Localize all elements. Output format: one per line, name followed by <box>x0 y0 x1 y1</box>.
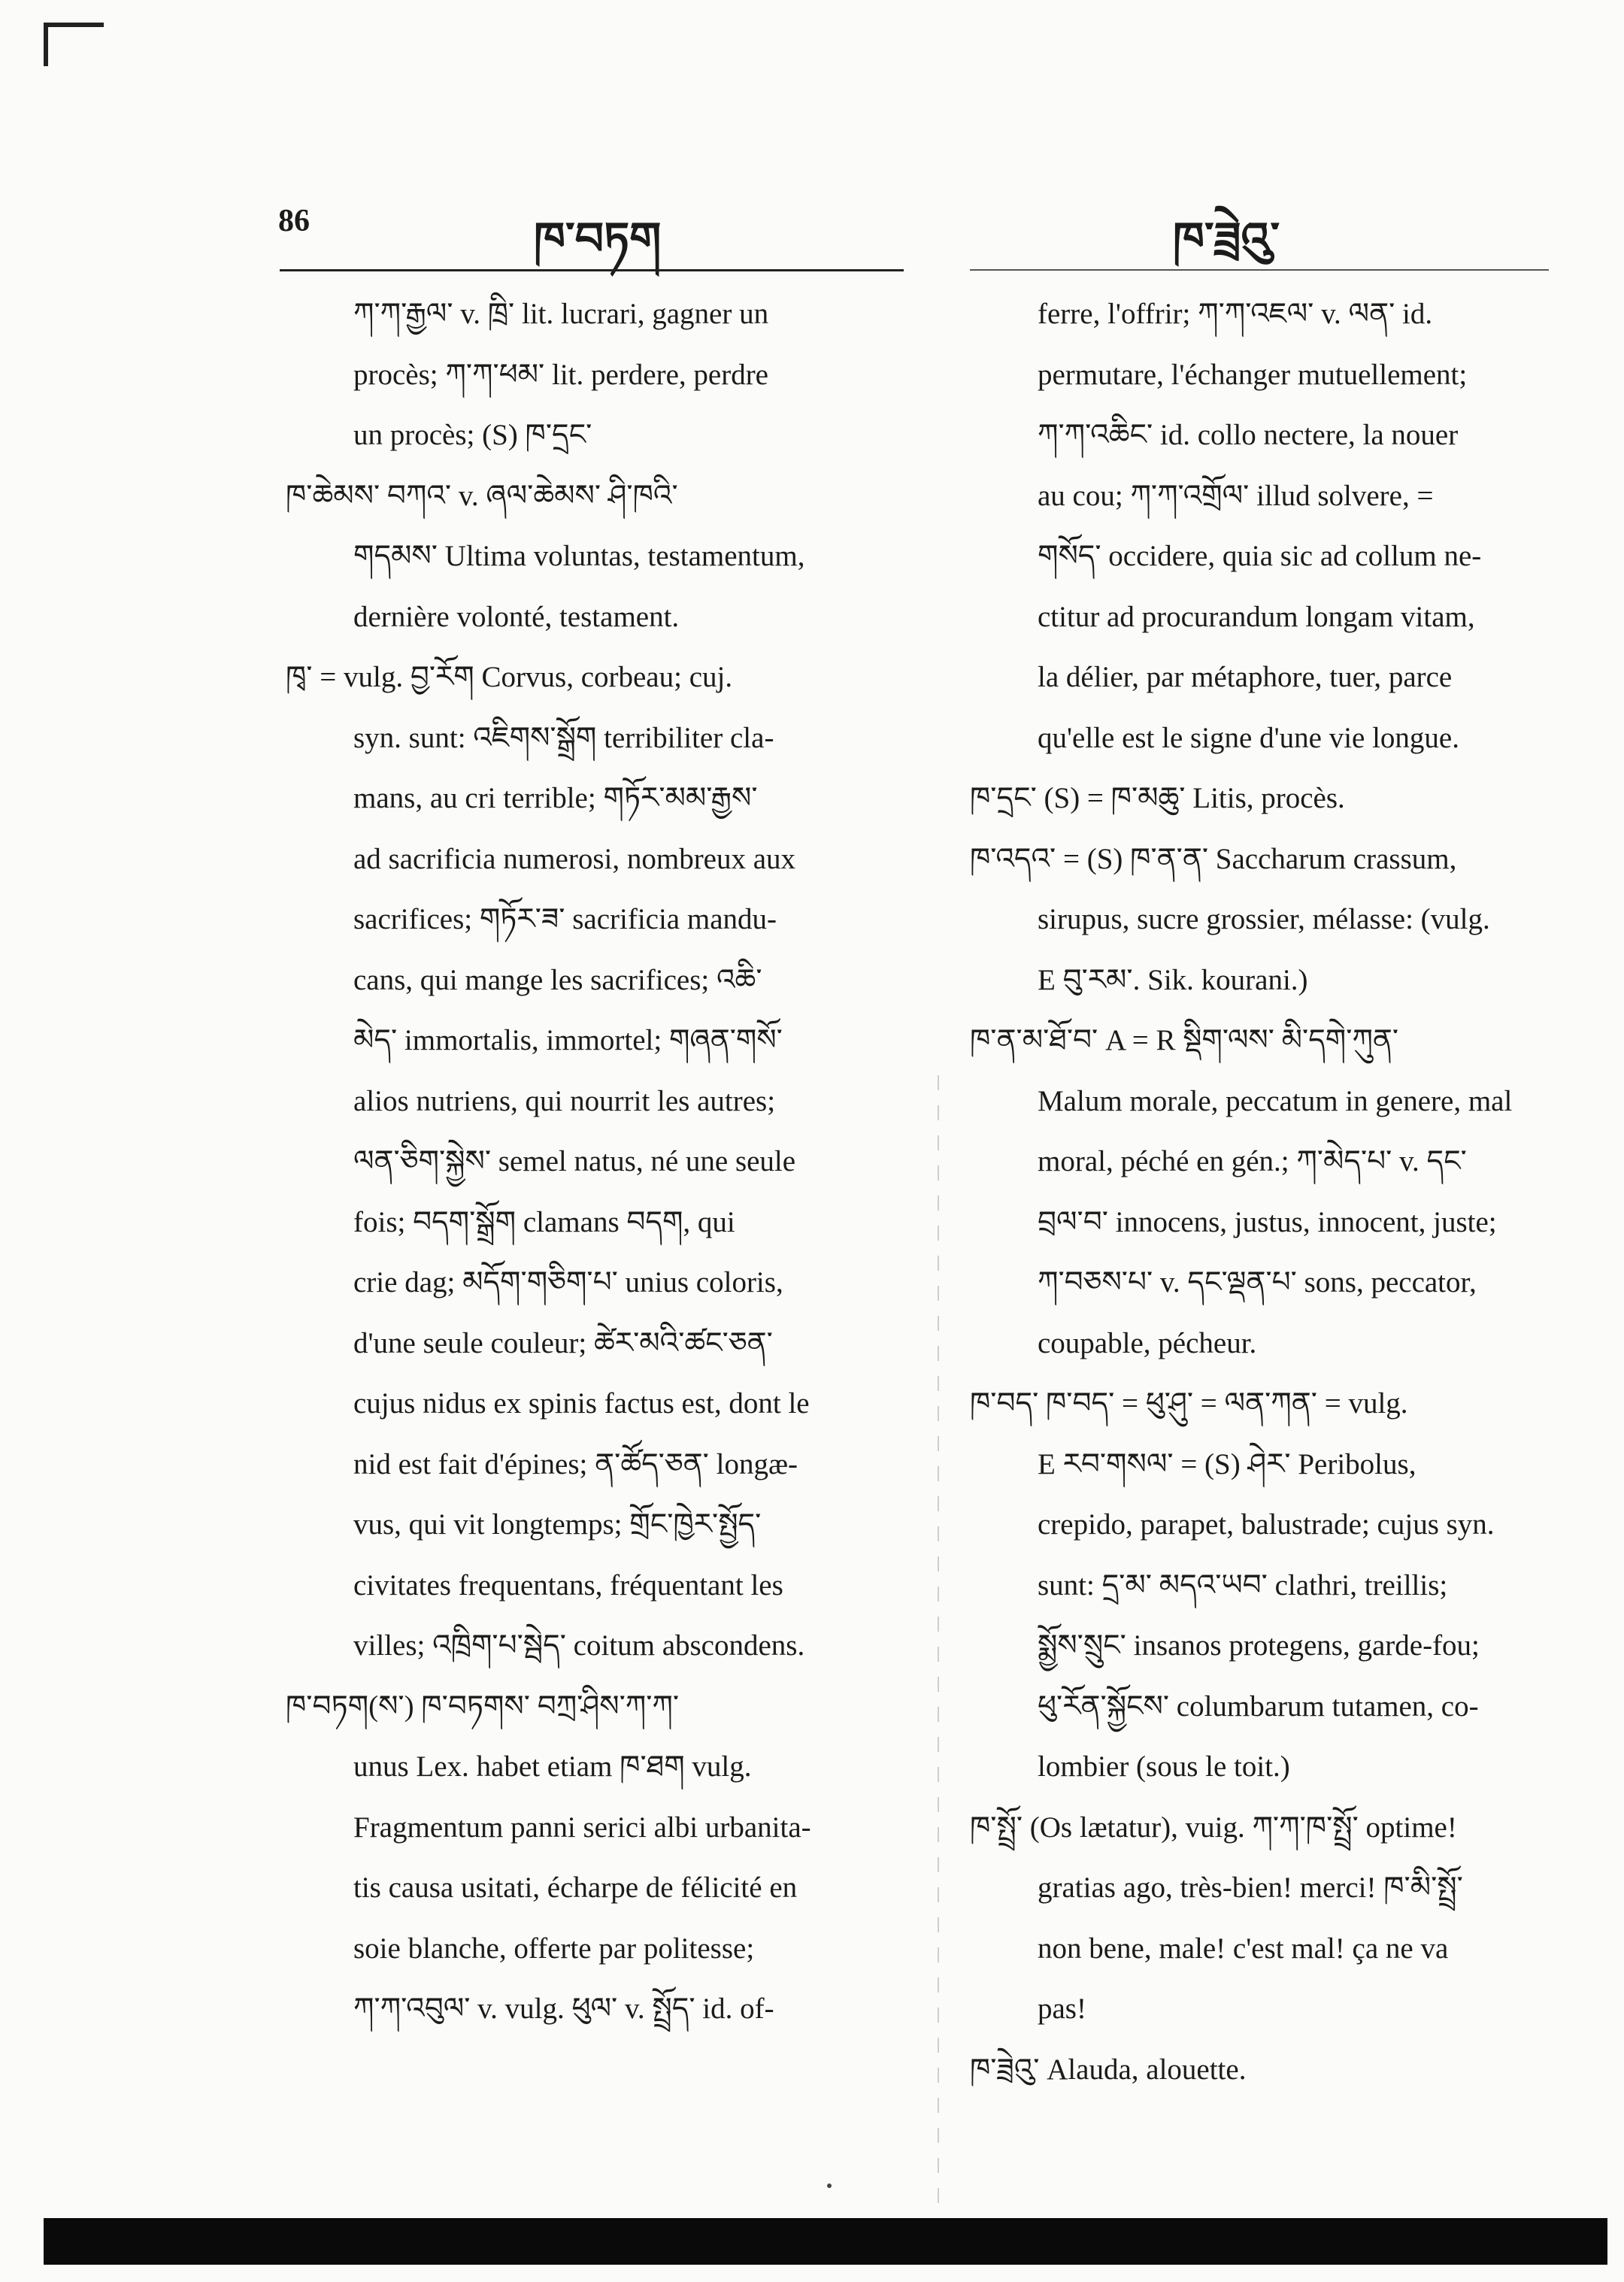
text-line: sunt: དྲ་མ་ མདའ་ཡབ་ clathri, treillis; <box>1038 1568 1448 1602</box>
text-line: au cou; ཀ་ཀ་འགྲོལ་ illud solvere, = <box>1038 479 1434 512</box>
text-line: permutare, l'échanger mutuellement; <box>1038 358 1468 391</box>
text-line: fois; བདག་སྒྲོག clamans བདག, qui <box>353 1205 735 1238</box>
text-line: ལན་ཅིག་སྐྱེས་ semel natus, né une seule <box>353 1145 796 1177</box>
text-line: vus, qui vit longtemps; གྲོང་ཁྱེར་སྤྱོད་ <box>353 1508 762 1541</box>
text-line: cans, qui mange les sacrifices; འཆི་ <box>353 963 762 996</box>
scan-bottom-bar <box>44 2218 1607 2265</box>
text-line: crepido, parapet, balustrade; cujus syn. <box>1038 1508 1495 1541</box>
text-line: la délier, par métaphore, tuer, parce <box>1038 661 1453 693</box>
text-line: non bene, male! c'est mal! ça ne va <box>1038 1932 1449 1965</box>
text-line: E བུ་རམ་. Sik. kourani.) <box>1038 963 1308 996</box>
stray-dot-mark <box>827 2184 832 2188</box>
text-line: sacrifices; གཏོར་ཟ་ sacrificia mandu- <box>353 903 777 935</box>
text-line: ཀ་ཀ་འཆིང་ id. collo nectere, la nouer <box>1038 419 1459 451</box>
dictionary-entry-headword-line: ཁ་བད་ ཁ་བད་ = ཕུ་ཤུ་ = ལན་ཀན་ = vulg. <box>970 1387 1408 1420</box>
text-line: བྲལ་བ་ innocens, justus, innocent, juste; <box>1038 1205 1497 1238</box>
text-line: alios nutriens, qui nourrit les autres; <box>353 1084 776 1117</box>
dictionary-entry-headword-line: ཁ་བཏག(ས་) ཁ་བཏགས་ བཀྲ་ཤིས་ཀ་ཀ་ <box>286 1690 680 1723</box>
text-line: ferre, l'offrir; ཀ་ཀ་འཇལ་ v. ལན་ id. <box>1038 298 1433 330</box>
text-line: ཀ་བཅས་པ་ v. དང་ལྡན་པ་ sons, peccator, <box>1038 1266 1477 1299</box>
text-line: villes; འཁྲིག་པ་སྦེད་ coitum abscondens. <box>353 1629 805 1662</box>
text-line: tis causa usitati, écharpe de félicité en <box>353 1871 798 1904</box>
text-line: ཀ་ཀ་རྒྱལ་ v. ཁྲི་ lit. lucrari, gagner un <box>353 298 769 330</box>
dictionary-entry-headword-line: ཁ་སྤྲོ་ (Os lætatur), vuig. ཀ་ཀ་ཁ་སྤྲོ་ optime! <box>970 1811 1457 1844</box>
text-line: qu'elle est le signe d'une vie longue. <box>1038 721 1459 754</box>
text-line: sirupus, sucre grossier, mélasse: (vulg. <box>1038 903 1490 935</box>
page-number: 86 <box>278 204 310 238</box>
text-line: གདམས་ Ultima voluntas, testamentum, <box>353 540 805 572</box>
dictionary-entry-headword-line: ཁ་ན་མ་ཐོ་བ་ A = R སྡིག་ལས་ མི་དགེ་ཀུན་ <box>970 1024 1399 1056</box>
text-line: mans, au cri terrible; གཏོར་མམ་རྒྱས་ <box>353 782 758 814</box>
text-line: gratias ago, très-bien! merci! ཁ་མི་སྤྲོ་ <box>1038 1871 1463 1904</box>
text-line: unus Lex. habet etiam ཁ་ཐག vulg. <box>353 1750 752 1783</box>
dictionary-entry-headword-line: ཁ་ཟྲེའུ་ Alauda, alouette. <box>970 2053 1247 2086</box>
dictionary-entry-headword-line: ཁ་འདའ་ = (S) ཁ་ན་ན་ Saccharum crassum, <box>970 842 1457 875</box>
right-running-head: ཁ་ཟྲེའུ་ <box>1173 214 1280 264</box>
text-line: ཀ་ཀ་འབུལ་ v. vulg. ཕུལ་ v. སྤྲོད་ id. of- <box>353 1993 774 2025</box>
text-line: lombier (sous le toit.) <box>1038 1750 1290 1783</box>
header-rule-left <box>280 269 904 271</box>
text-line: syn. sunt: འཇིགས་སྒྲོག terribiliter cla- <box>353 721 774 754</box>
text-line: pas! <box>1038 1993 1086 2025</box>
header-rule-right <box>970 269 1549 271</box>
text-line: un procès; (S) ཁ་དྲང་ <box>353 419 592 451</box>
text-line: procès; ཀ་ཀ་ཕམ་ lit. perdere, perdre <box>353 358 768 391</box>
text-line: cujus nidus ex spinis factus est, dont le <box>353 1387 810 1420</box>
right-column <box>970 284 1556 2100</box>
text-line: crie dag; མདོག་གཅིག་པ་ unius coloris, <box>353 1266 783 1299</box>
text-line: Malum morale, peccatum in genere, mal <box>1038 1084 1513 1117</box>
text-line: E རབ་གསལ་ = (S) ཤེར་ Peribolus, <box>1038 1447 1416 1480</box>
text-line: ad sacrificia numerosi, nombreux aux <box>353 842 796 875</box>
text-line: soie blanche, offerte par politesse; <box>353 1932 755 1965</box>
dictionary-entry-headword-line: ཁྭ་ = vulg. བྱ་རོག Corvus, corbeau; cuj. <box>286 661 733 693</box>
left-running-head: ཁ་བཏག <box>534 214 662 264</box>
text-line: dernière volonté, testament. <box>353 600 680 633</box>
text-line: སྨྱོས་སྲུང་ insanos protegens, garde-fou; <box>1038 1629 1480 1662</box>
text-line: civitates frequentans, fréquentant les <box>353 1568 783 1602</box>
dictionary-entry-headword-line: ཁ་དྲང་ (S) = ཁ་མཆུ་ Litis, procès. <box>970 782 1345 814</box>
text-line: མེད་ immortalis, immortel; གཞན་གསོ་ <box>353 1024 783 1056</box>
page-header <box>278 188 1571 264</box>
left-column <box>286 284 906 2040</box>
corner-crop-mark <box>44 23 104 66</box>
text-line: moral, péché en gén.; ཀ་མེད་པ་ v. དང་ <box>1038 1145 1467 1177</box>
dictionary-entry-headword-line: ཁ་ཆེམས་ བཀའ་ v. ཞལ་ཆེམས་ ཤི་ཁའི་ <box>286 479 678 512</box>
text-line: nid est fait d'épines; ན་ཚོད་ཅན་ longæ- <box>353 1447 798 1480</box>
text-line: ctitur ad procurandum longam vitam, <box>1038 600 1475 633</box>
column-divider <box>938 1075 939 2226</box>
text-line: coupable, pécheur. <box>1038 1326 1257 1359</box>
text-line: d'une seule couleur; ཚེར་མའི་ཚང་ཅན་ <box>353 1326 773 1359</box>
text-line: Fragmentum panni serici albi urbanita- <box>353 1811 811 1844</box>
text-line: གསོད་ occidere, quia sic ad collum ne- <box>1038 540 1482 572</box>
text-line: ཕུ་རོན་སྐྱོངས་ columbarum tutamen, co- <box>1038 1690 1479 1723</box>
